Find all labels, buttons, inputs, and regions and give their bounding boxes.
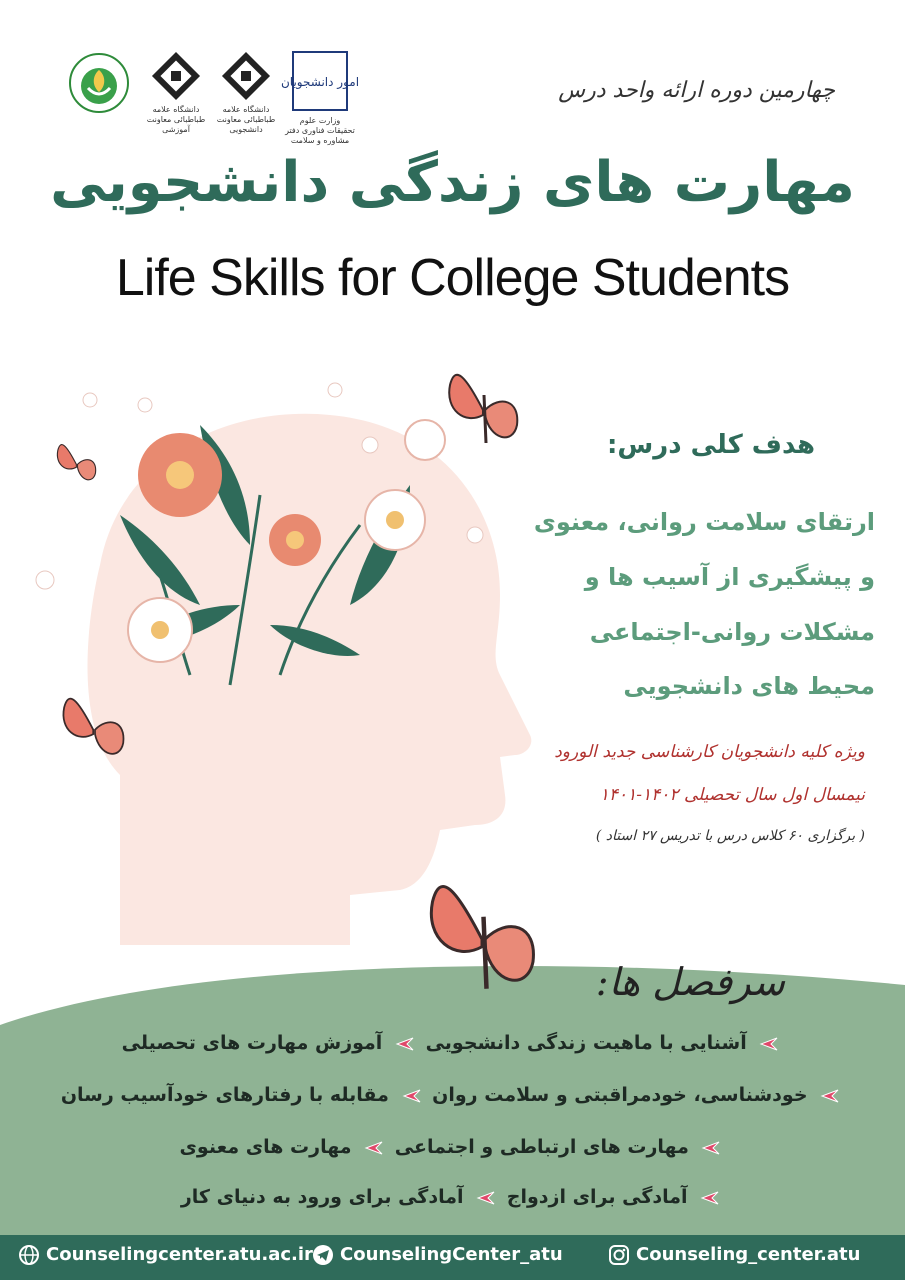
goal-heading: هدف کلی درس: bbox=[607, 430, 815, 460]
goal-line: ارتقای سلامت روانی، معنوی bbox=[533, 508, 875, 536]
page-title-fa: مهارت های زندگی دانشجویی bbox=[50, 150, 855, 215]
chapter-item: آشنایی با ماهیت زندگی دانشجویی bbox=[425, 1032, 747, 1054]
website-text: Counselingcenter.atu.ac.ir bbox=[46, 1244, 313, 1265]
chapter-row bbox=[20, 1136, 885, 1158]
chapter-item: مهارت های معنوی bbox=[179, 1136, 352, 1158]
arrow-icon bbox=[400, 1088, 422, 1104]
chapter-item: خودشناسی، خودمراقبتی و سلامت روان bbox=[432, 1084, 808, 1106]
classes-note: ( برگزاری ۶۰ کلاس درس با تدریس ۲۷ استاد ) bbox=[595, 828, 865, 844]
atu-education-logo: دانشگاه علامه طباطبائی معاونت آموزشی bbox=[145, 55, 207, 135]
ministry-logo: امور دانشجویان وزارت علوم تحقیقات فناوری دفتر مشاوره و سلامت bbox=[285, 50, 355, 146]
butterfly-icon bbox=[425, 868, 545, 1003]
arrow-icon bbox=[818, 1088, 840, 1104]
arrow-icon bbox=[362, 1140, 384, 1156]
flower-icon bbox=[138, 433, 222, 517]
telegram-text: CounselingCenter_atu bbox=[340, 1244, 563, 1265]
chapter-item: آمادگی برای ازدواج bbox=[506, 1186, 688, 1208]
instagram-icon bbox=[608, 1244, 630, 1266]
arrow-icon bbox=[698, 1190, 720, 1206]
audience-line: ویژه کلیه دانشجویان کارشناسی جدید الورود bbox=[554, 742, 865, 762]
butterfly-icon bbox=[55, 438, 100, 488]
arrow-icon bbox=[393, 1036, 415, 1052]
globe-icon bbox=[18, 1244, 40, 1266]
arrow-icon bbox=[757, 1036, 779, 1052]
atu-student-logo: دانشگاه علامه طباطبائی معاونت دانشجویی bbox=[215, 55, 277, 135]
chapters-title: سرفصل ها: bbox=[595, 960, 785, 1004]
chapter-item: آمادگی برای ورود به دنیای کار bbox=[180, 1186, 464, 1208]
page-title-en: Life Skills for College Students bbox=[115, 249, 790, 307]
goal-line: مشکلات روانی-اجتماعی bbox=[589, 618, 875, 646]
goal-line: و پیشگیری از آسیب ها و bbox=[584, 563, 875, 591]
chapter-item: آموزش مهارت های تحصیلی bbox=[121, 1032, 383, 1054]
butterfly-icon bbox=[55, 690, 135, 765]
course-subtitle: چهارمین دوره ارائه واحد درس bbox=[558, 78, 835, 103]
chapter-row bbox=[20, 1084, 885, 1106]
telegram-link[interactable] bbox=[312, 1244, 563, 1266]
arrow-icon bbox=[699, 1140, 721, 1156]
butterfly-icon bbox=[445, 365, 525, 450]
instagram-text: Counseling_center.atu bbox=[636, 1244, 861, 1265]
chapter-item: مقابله با رفتارهای خودآسیب رسان bbox=[60, 1084, 389, 1106]
chapter-row bbox=[20, 1186, 885, 1208]
chapter-item: مهارت های ارتباطی و اجتماعی bbox=[394, 1136, 689, 1158]
chapter-row bbox=[20, 1032, 885, 1054]
semester-line: نیمسال اول سال تحصیلی ۱۴۰۲-۱۴۰۱ bbox=[599, 785, 865, 805]
counseling-center-logo bbox=[68, 52, 130, 118]
instagram-link[interactable] bbox=[608, 1244, 860, 1266]
arrow-icon bbox=[474, 1190, 496, 1206]
website-link[interactable] bbox=[18, 1244, 313, 1266]
telegram-icon bbox=[312, 1244, 334, 1266]
goal-line: محیط های دانشجویی bbox=[623, 672, 875, 700]
svg-text:امور دانشجویان: امور دانشجویان bbox=[280, 75, 360, 89]
